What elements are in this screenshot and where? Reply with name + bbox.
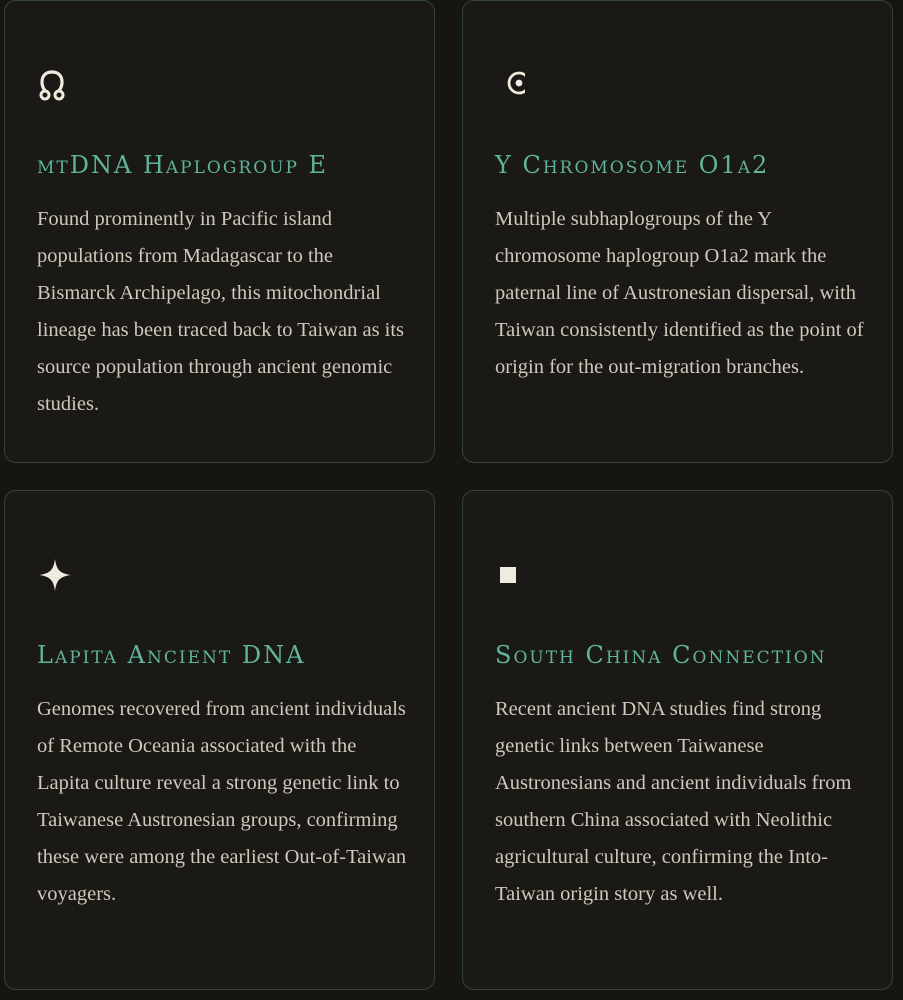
card-description: Multiple subhaplogroups of the Y chromosome haplogroup O1a2 mark the paternal line of Austronesian dispersal, with Taiwan consistently identified as the point of origin for the out-migration branches. bbox=[495, 208, 864, 378]
card-description: Found prominently in Pacific island populations from Madagascar to the Bismarck Archipelago, this mitochondrial lineage has been traced back to Taiwan as its source population through ancient genomic studies. bbox=[37, 208, 405, 415]
card-title: mtDNA Haplogroup E bbox=[37, 151, 329, 179]
card-description: Recent ancient DNA studies find strong genetic links between Taiwanese Austronesians and ancient individuals from southern China associated with Neolithic agricultural culture, confirming the Into-Taiwan origin story as well. bbox=[495, 698, 852, 905]
card-y-chromosome-o1a2 bbox=[462, 0, 893, 463]
card-title: South China Connection bbox=[495, 641, 827, 669]
four-point-star-icon bbox=[37, 557, 77, 597]
card-south-china-connection bbox=[462, 490, 893, 990]
card-lapita-ancient-dna bbox=[4, 490, 435, 990]
card-title: Y Chromosome O1a2 bbox=[495, 151, 770, 179]
square-icon bbox=[495, 557, 525, 591]
circled-dot-icon bbox=[495, 67, 525, 101]
card-mtdna-haplogroup-e bbox=[4, 0, 435, 463]
horseshoe-icon bbox=[37, 67, 67, 101]
card-title: Lapita Ancient DNA bbox=[37, 641, 306, 669]
card-description: Genomes recovered from ancient individuals of Remote Oceania associated with the Lapita culture reveal a strong genetic link to Taiwanese Austronesian groups, confirming these were among the earliest Out-of-Taiwan voyagers. bbox=[37, 698, 407, 905]
